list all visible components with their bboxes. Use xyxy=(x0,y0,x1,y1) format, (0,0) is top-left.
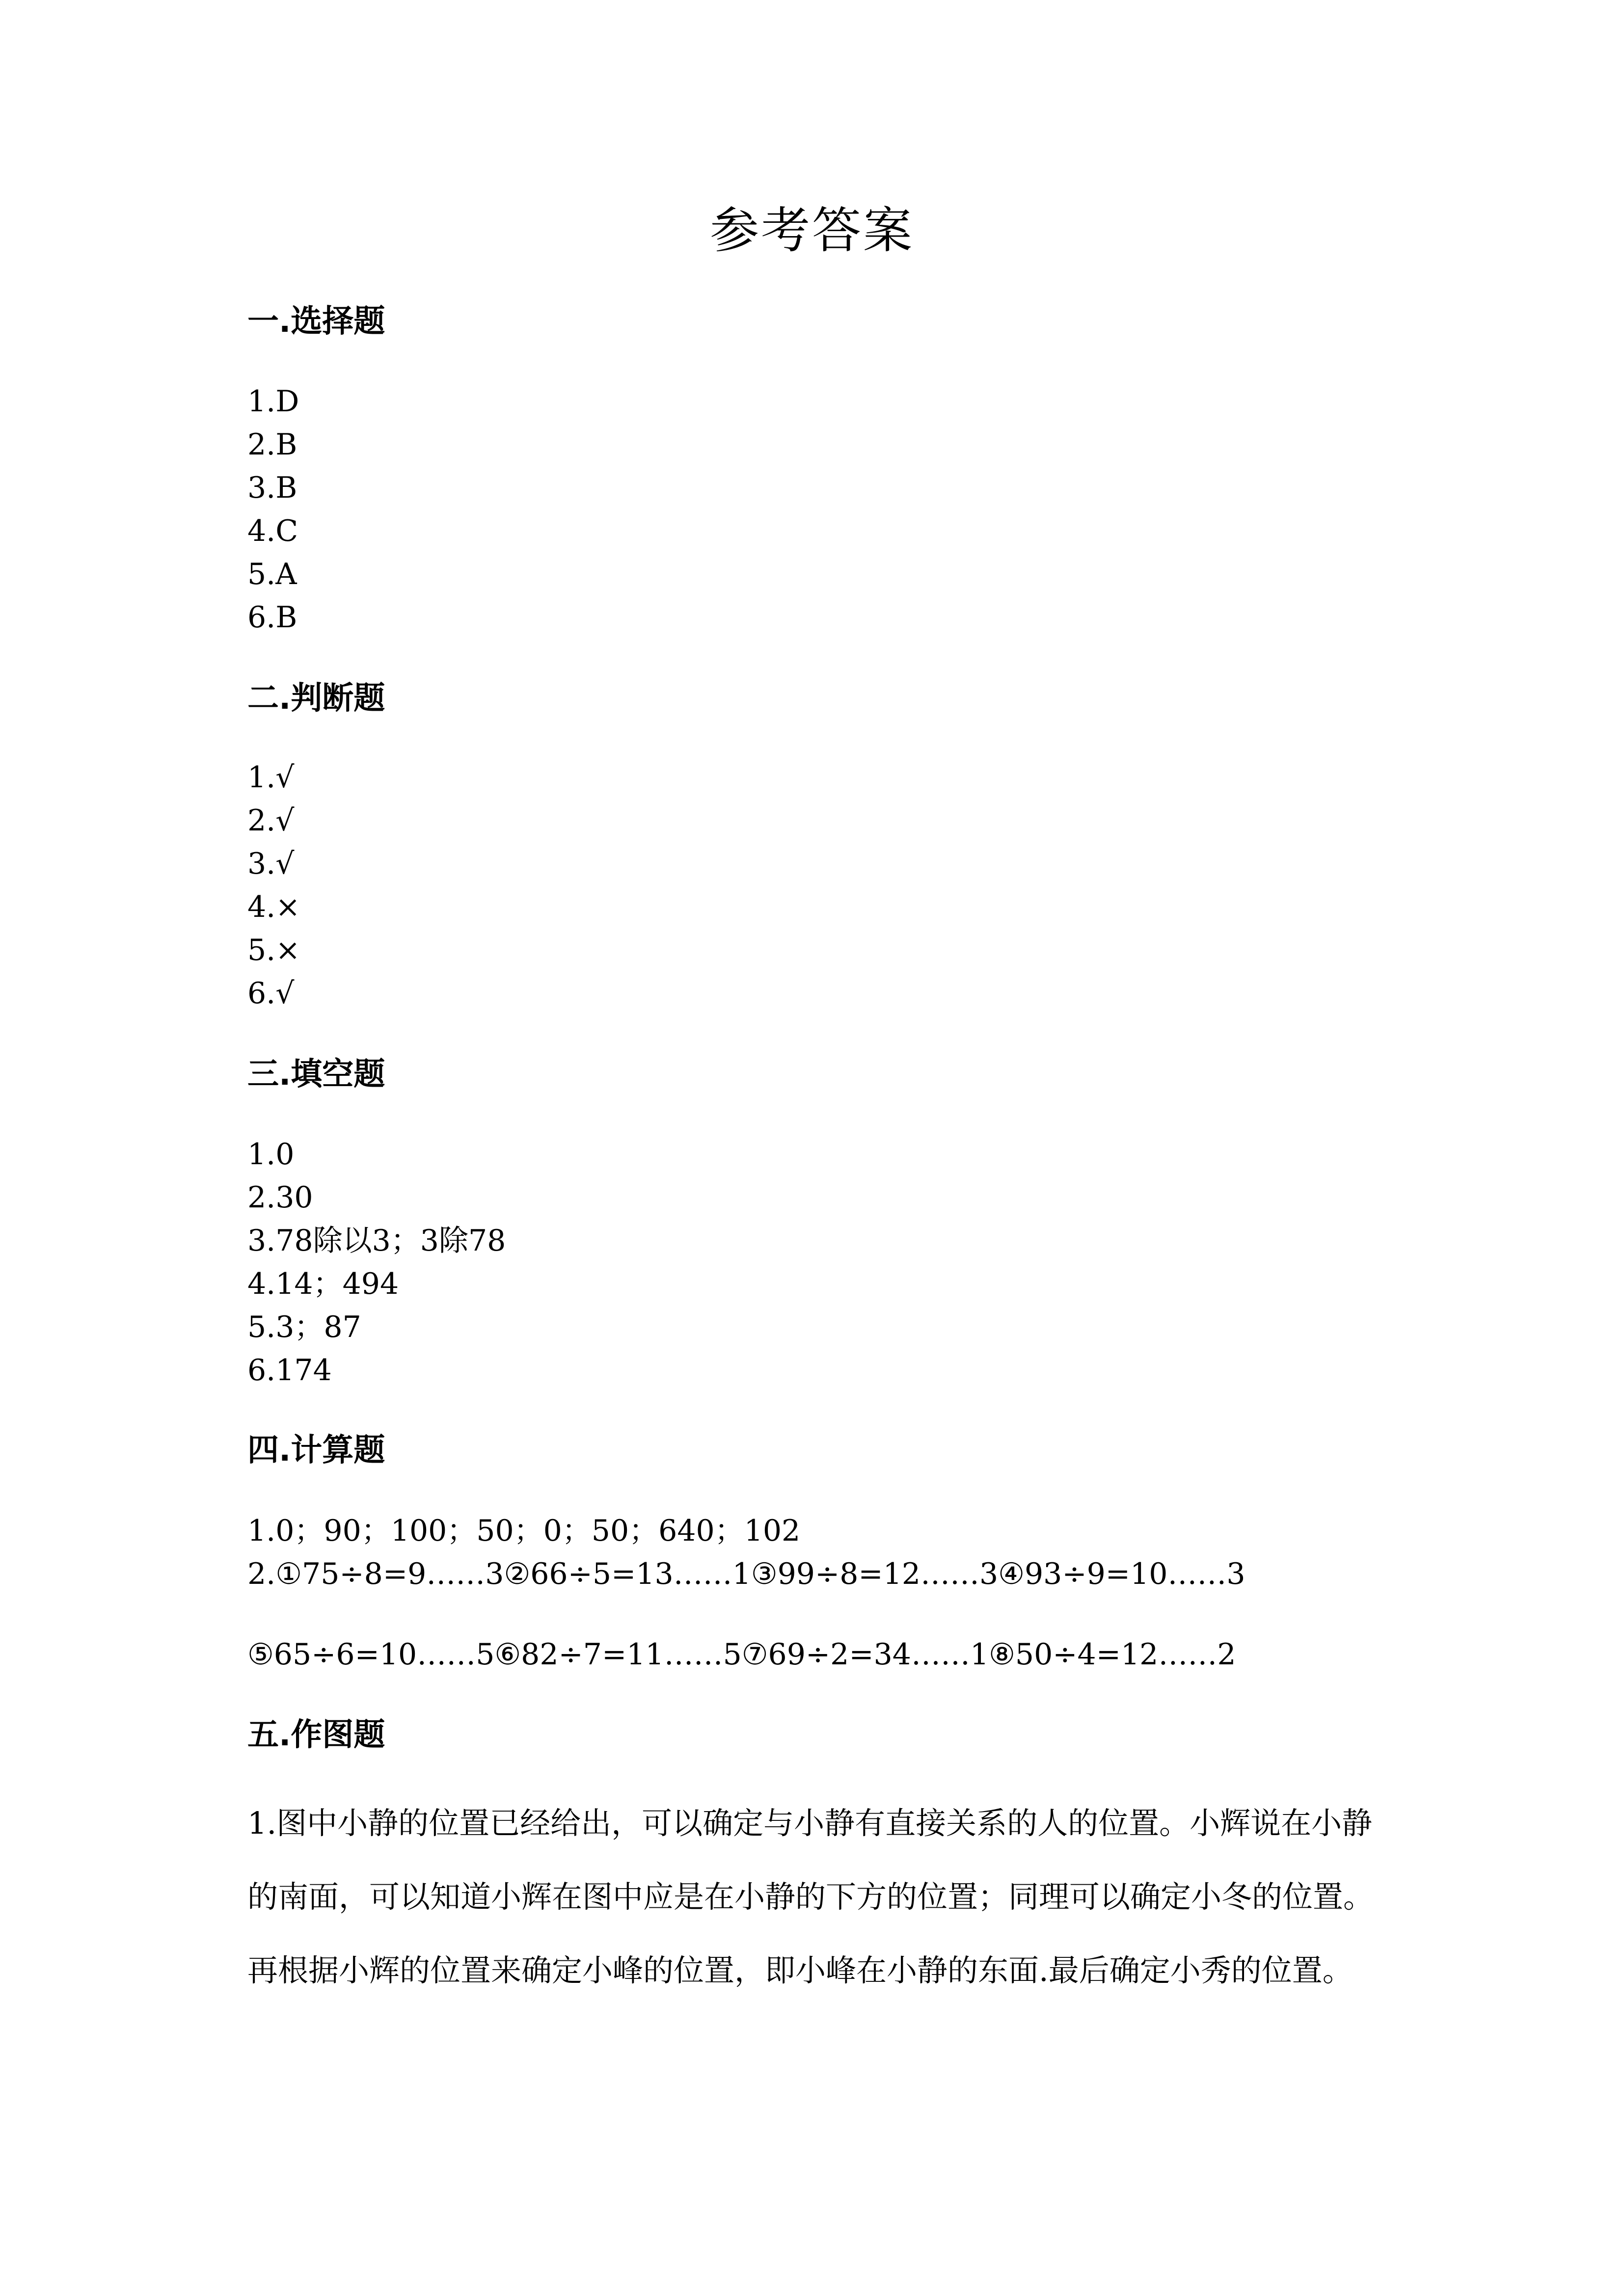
section-heading-choice: 一.选择题 xyxy=(247,303,385,340)
list-item: 4.× xyxy=(247,890,300,924)
list-item: 3.B xyxy=(247,471,298,505)
section-heading-drawing: 五.作图题 xyxy=(247,1717,385,1753)
drawing-answer-paragraph: 1.图中小静的位置已经给出，可以确定与小静有直接关系的人的位置。小辉说在小静的南面，可以知道小辉在图中应是在小静的下方的位置；同理可以确定小冬的位置。再根据小辉的位置来确定小峰的位置，即小峰在小静的东面.最后确定小秀的位置。 xyxy=(247,1805,1374,1988)
list-item: 5.× xyxy=(247,933,300,967)
list-item: 6.√ xyxy=(247,976,295,1011)
list-item: 4.14；494 xyxy=(247,1267,399,1301)
list-item: 3.78除以3；3除78 xyxy=(247,1224,506,1258)
calculation-answer-line-1: 1.0；90；100；50；0；50；640；102 xyxy=(247,1514,801,1548)
page-title: 参考答案 xyxy=(710,202,914,259)
list-item: 6.174 xyxy=(247,1353,332,1388)
list-item: 1.D xyxy=(247,384,299,419)
section-heading-fill-blank: 三.填空题 xyxy=(247,1056,385,1093)
calculation-answer-line-3: ⑤65÷6=10……5⑥82÷7=11……5⑦69÷2=34……1⑧50÷4=12……2 xyxy=(247,1637,1236,1672)
section-heading-calculation: 四.计算题 xyxy=(247,1432,385,1468)
choice-answer-list xyxy=(247,380,299,639)
list-item: 4.C xyxy=(247,514,298,548)
list-item: 5.A xyxy=(247,557,297,591)
list-item: 1.√ xyxy=(247,760,295,795)
list-item: 3.√ xyxy=(247,847,295,881)
section-heading-judgement: 二.判断题 xyxy=(247,680,385,717)
list-item: 1.0 xyxy=(247,1137,295,1172)
calculation-answer-line-2: 2.①75÷8=9……3②66÷5=13……1③99÷8=12……3④93÷9=10……3 xyxy=(247,1557,1245,1591)
list-item: 6.B xyxy=(247,600,298,635)
list-item: 2.30 xyxy=(247,1180,313,1215)
list-item: 5.3；87 xyxy=(247,1310,361,1344)
judgement-answer-list xyxy=(247,756,300,1015)
fill-blank-answer-list xyxy=(247,1133,506,1392)
list-item: 2.B xyxy=(247,427,298,462)
list-item: 2.√ xyxy=(247,803,295,838)
